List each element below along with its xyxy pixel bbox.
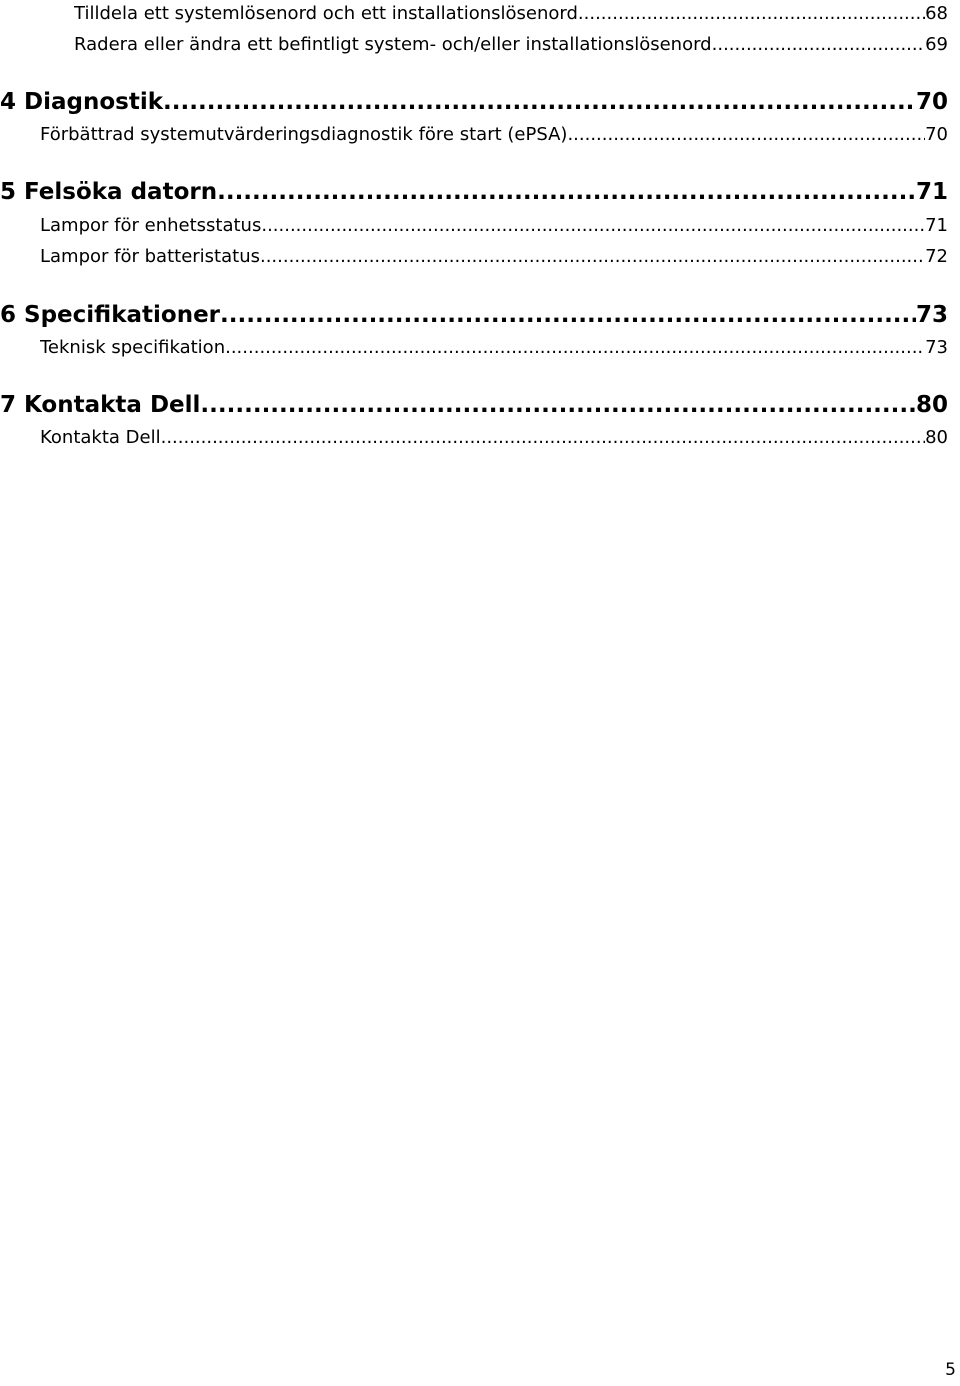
toc-dot-leader xyxy=(567,123,925,147)
toc-entry-title: Lampor för enhetsstatus xyxy=(40,215,262,236)
toc-dot-leader xyxy=(220,300,916,330)
toc-entry-page: 80 xyxy=(925,427,948,448)
toc-chapter-page: 73 xyxy=(915,302,948,328)
toc-entry-epsa[interactable] xyxy=(40,123,948,147)
toc-chapter-page: 70 xyxy=(915,89,948,115)
toc-dot-leader xyxy=(217,177,916,207)
toc-entry-page: 72 xyxy=(925,246,948,267)
toc-entry-page: 70 xyxy=(925,124,948,145)
toc-dot-leader xyxy=(260,245,925,269)
toc-chapter-title: 4 Diagnostik xyxy=(0,89,164,115)
toc-dot-leader xyxy=(261,214,925,238)
toc-entry-page: 73 xyxy=(925,337,948,358)
toc-chapter-title: 5 Felsöka datorn xyxy=(0,179,218,205)
toc-chapter-specifikationer[interactable] xyxy=(0,300,948,330)
toc-entry-title: Förbättrad systemutvärderingsdiagnostik före start (ePSA) xyxy=(40,124,568,145)
toc-chapter-page: 71 xyxy=(915,179,948,205)
toc-chapter-felsoka-datorn[interactable] xyxy=(0,177,948,207)
page-number: 5 xyxy=(945,1360,956,1380)
toc-entry-title: Teknisk specifikation xyxy=(40,337,226,358)
toc-entry-page: 71 xyxy=(925,215,948,236)
toc-chapter-page: 80 xyxy=(915,392,948,418)
toc-dot-leader xyxy=(578,2,925,26)
toc-dot-leader xyxy=(163,87,916,117)
toc-entry-kontakta-dell[interactable] xyxy=(40,426,948,450)
toc-entry-tilldela-losenord[interactable] xyxy=(74,2,948,26)
toc-chapter-title: 7 Kontakta Dell xyxy=(0,392,201,418)
toc-dot-leader xyxy=(200,390,916,420)
toc-entry-title: Lampor för batteristatus xyxy=(40,246,260,267)
toc-entry-radera-losenord[interactable] xyxy=(74,33,948,57)
toc-entry-lampor-batteristatus[interactable] xyxy=(40,245,948,269)
toc-entry-lampor-enhetsstatus[interactable] xyxy=(40,214,948,238)
toc-entry-page: 69 xyxy=(925,34,948,55)
toc-entry-title: Radera eller ändra ett befintligt system- och/eller installationslösenord xyxy=(74,34,712,55)
toc-entry-title: Tilldela ett systemlösenord och ett installationslösenord xyxy=(74,3,578,24)
toc-dot-leader xyxy=(225,336,925,360)
toc-entry-teknisk-specifikation[interactable] xyxy=(40,336,948,360)
toc-dot-leader xyxy=(712,33,925,57)
toc-chapter-title: 6 Specifikationer xyxy=(0,302,221,328)
toc-entry-title: Kontakta Dell xyxy=(40,427,161,448)
toc-entry-page: 68 xyxy=(925,3,948,24)
toc-chapter-kontakta-dell[interactable] xyxy=(0,390,948,420)
toc-dot-leader xyxy=(161,426,926,450)
toc-chapter-diagnostik[interactable] xyxy=(0,87,948,117)
